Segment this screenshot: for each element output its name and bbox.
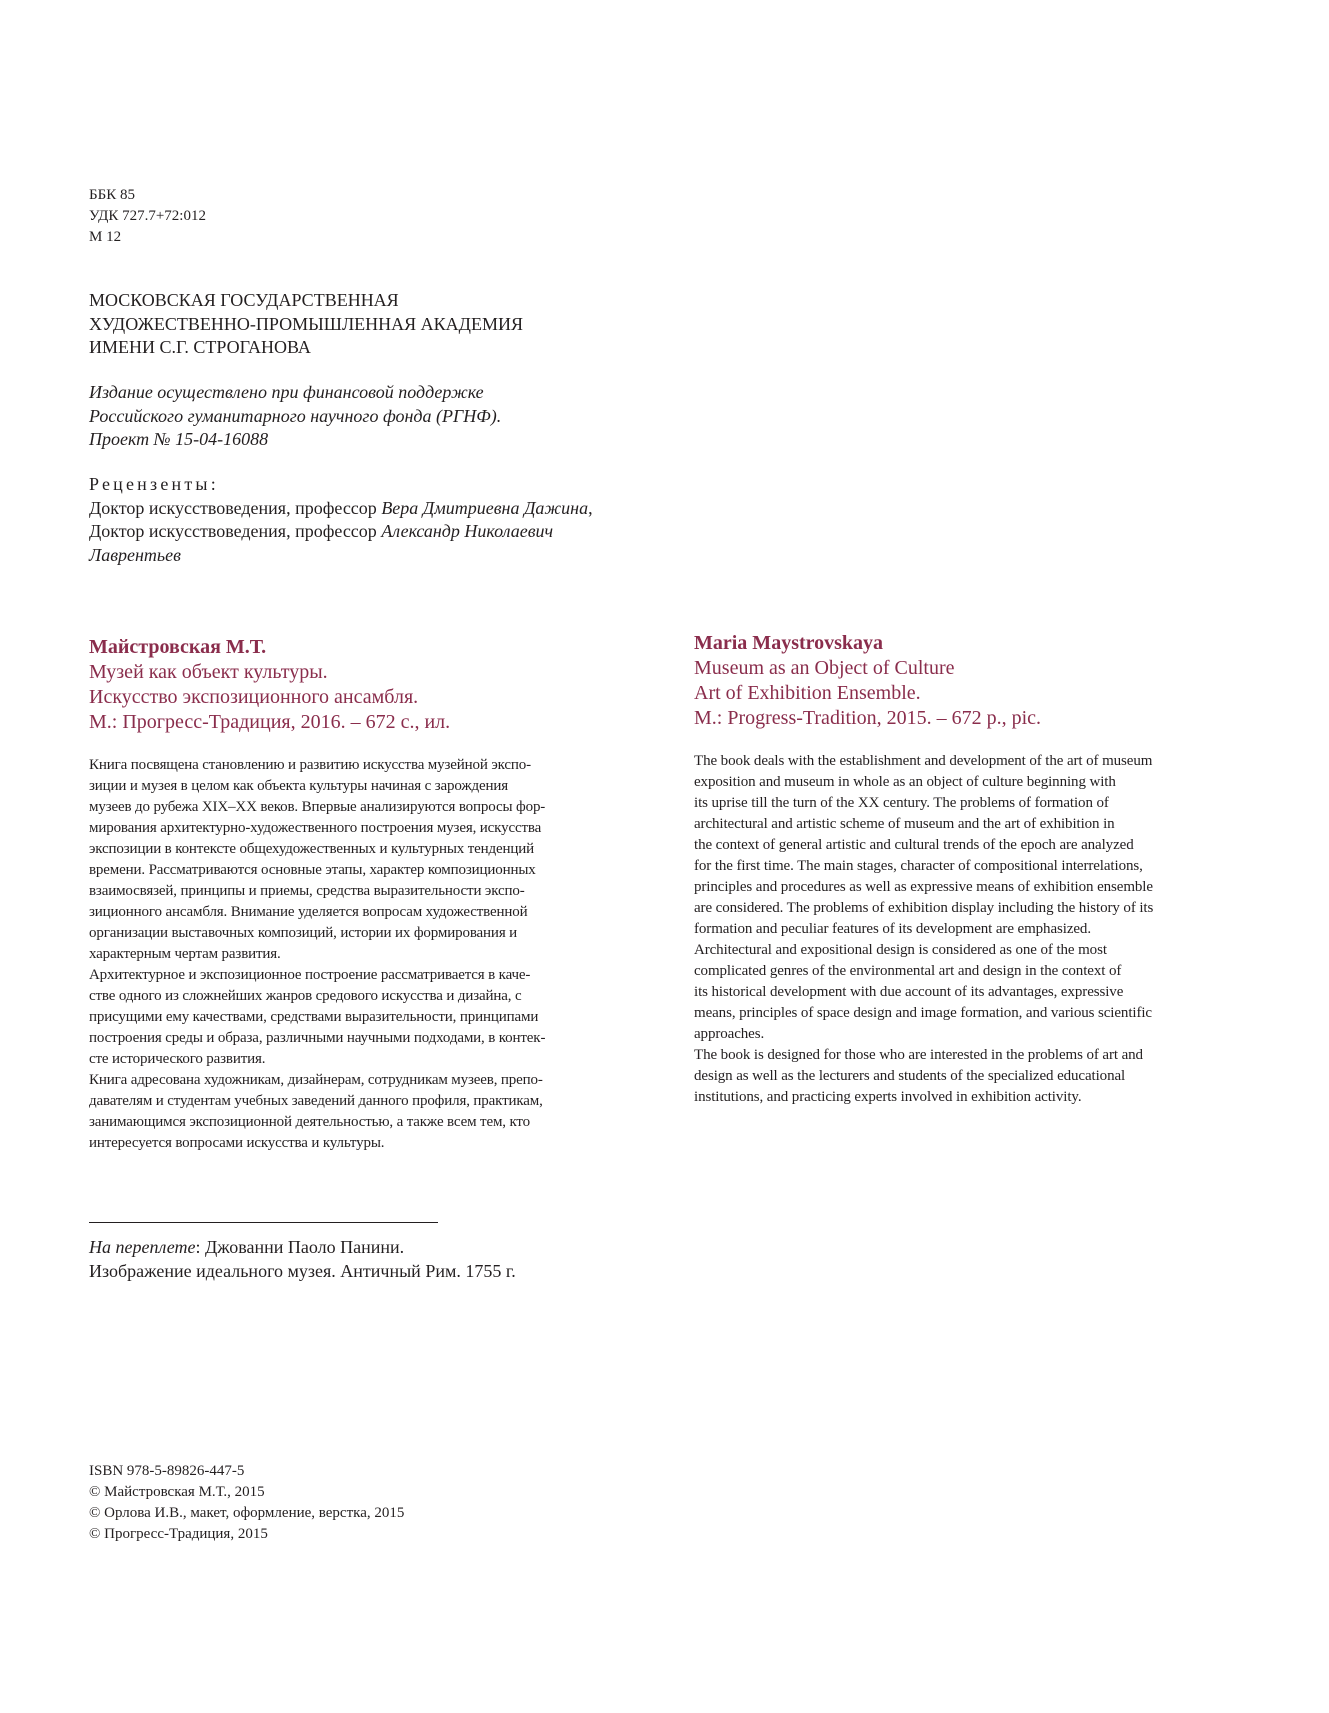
copyright-line: © Орлова И.В., макет, оформление, верстка, 2015: [89, 1505, 405, 1521]
en-abstract-line: for the first time. The main stages, character of compositional interrelations,: [694, 858, 1143, 874]
en-abstract-line: are considered. The problems of exhibition display including the history of its: [694, 900, 1154, 916]
ru-abstract-line: зиции и музея в целом как объекта культуры начиная с зарождения: [89, 778, 509, 794]
copyright-line: © Прогресс-Традиция, 2015: [89, 1526, 268, 1542]
en-abstract-line: institutions, and practicing experts involved in exhibition activity.: [694, 1089, 1082, 1105]
institution-line: ХУДОЖЕСТВЕННО-ПРОМЫШЛЕННАЯ АКАДЕМИЯ: [89, 313, 523, 334]
ru-abstract-line: построения среды и образа, различными научными подходами, в контек-: [89, 1030, 546, 1046]
en-abstract: [694, 751, 1153, 1108]
en-title-line: Art of Exhibition Ensemble.: [694, 682, 921, 704]
en-abstract-line: architectural and artistic scheme of museum and the art of exhibition in: [694, 816, 1115, 832]
cover-note-line-2: Изображение идеального музея. Античный Рим. 1755 г.: [89, 1260, 516, 1281]
reviewer-1-punct: ,: [588, 497, 593, 518]
udk-code: УДК 727.7+72:012: [89, 208, 206, 224]
en-abstract-line: The book deals with the establishment and development of the art of museum: [694, 753, 1153, 769]
institution-line: ИМЕНИ С.Г. СТРОГАНОВА: [89, 337, 311, 357]
funding-line: Проект № 15-04-16088: [89, 429, 269, 449]
funding-block: [89, 381, 501, 452]
ru-abstract: [89, 755, 545, 1154]
cover-note-line-1: [89, 1236, 516, 1260]
classification-block: [89, 185, 206, 248]
ru-abstract-line: Архитектурное и экспозиционное построение рассматривается в каче-: [89, 967, 531, 983]
bbk-code: ББК 85: [89, 187, 135, 203]
copyright-block: [89, 1461, 404, 1545]
en-abstract-line: approaches.: [694, 1026, 765, 1042]
author-mark: М 12: [89, 229, 122, 245]
ru-abstract-line: экспозиции в контексте общехудожественных и культурных тенденций: [89, 841, 534, 857]
cover-note: [89, 1236, 516, 1283]
en-abstract-line: means, principles of space design and image formation, and various scientific: [694, 1005, 1152, 1021]
reviewer-2-name: Александр Николаевич: [381, 521, 554, 541]
reviewer-1-title: Доктор искусствоведения, профессор: [89, 497, 382, 518]
ru-author: Майстровская М.Т.: [89, 636, 267, 658]
en-abstract-line: the context of general artistic and cultural trends of the epoch are analyzed: [694, 837, 1134, 853]
reviewer-2-surname: Лаврентьев: [89, 544, 181, 565]
ru-abstract-line: мирования архитектурно-художественного построения музея, искусства: [89, 820, 542, 836]
ru-imprint: М.: Прогресс-Традиция, 2016. – 672 с., ил.: [89, 711, 451, 733]
ru-abstract-line: присущими ему качествами, средствами выразительности, принципами: [89, 1009, 539, 1025]
ru-abstract-line: времени. Рассматриваются основные этапы, характер композиционных: [89, 862, 536, 878]
ru-abstract-line: организации выставочных композиций, истории их формирования и: [89, 925, 518, 941]
en-abstract-line: exposition and museum in whole as an object of culture beginning with: [694, 774, 1116, 790]
institution-line: МОСКОВСКАЯ ГОСУДАРСТВЕННАЯ: [89, 290, 399, 310]
isbn: ISBN 978-5-89826-447-5: [89, 1463, 245, 1479]
reviewer-1-name: Вера Дмитриевна Дажина: [381, 497, 589, 518]
cover-note-artist: : Джованни Паоло Панини.: [195, 1237, 405, 1257]
reviewer-1: [89, 497, 593, 521]
en-abstract-line: Architectural and expositional design is considered as one of the most: [694, 942, 1107, 958]
ru-abstract-line: занимающимся экспозиционной деятельностью, а также всем тем, кто: [89, 1114, 530, 1130]
funding-line: Российского гуманитарного научного фонда (РГНФ).: [89, 405, 502, 426]
en-citation: [694, 631, 1041, 731]
en-abstract-line: its historical development with due account of its advantages, expressive: [694, 984, 1124, 1000]
en-abstract-line: design as well as the lecturers and students of the specialized educational: [694, 1068, 1126, 1084]
en-abstract-line: complicated genres of the environmental art and design in the context of: [694, 963, 1122, 979]
ru-title-line: Музей как объект культуры.: [89, 661, 328, 683]
en-author: Maria Maystrovskaya: [694, 632, 884, 654]
reviewers-block: [89, 473, 593, 567]
ru-abstract-line: стве одного из сложнейших жанров средового искусства и дизайна, с: [89, 988, 522, 1004]
ru-title-line: Искусство экспозиционного ансамбля.: [89, 686, 419, 708]
en-abstract-line: The book is designed for those who are interested in the problems of art and: [694, 1047, 1143, 1063]
en-abstract-line: its uprise till the turn of the XX century. The problems of formation of: [694, 795, 1109, 811]
en-imprint: M.: Progress-Tradition, 2015. – 672 p., pic.: [694, 707, 1042, 729]
ru-abstract-line: интересуется вопросами искусства и культуры.: [89, 1135, 385, 1151]
ru-abstract-line: Книга посвящена становлению и развитию искусства музейной экспо-: [89, 757, 531, 773]
reviewers-heading: Рецензенты:: [89, 474, 219, 494]
en-title-line: Museum as an Object of Culture: [694, 657, 955, 679]
reviewer-2-title: Доктор искусствоведения, профессор: [89, 521, 382, 541]
institution-block: [89, 289, 523, 360]
ru-abstract-line: давателям и студентам учебных заведений данного профиля, практикам,: [89, 1093, 543, 1109]
ru-abstract-line: зиционного ансамбля. Внимание уделяется вопросам художественной: [89, 904, 528, 920]
ru-abstract-line: характерным чертам развития.: [89, 946, 281, 962]
divider-rule: [89, 1222, 438, 1223]
ru-citation: [89, 635, 450, 735]
funding-line: Издание осуществлено при финансовой поддержке: [89, 382, 484, 402]
ru-abstract-line: Книга адресована художникам, дизайнерам, сотрудникам музеев, препо-: [89, 1072, 543, 1088]
copyright-line: © Майстровская М.Т., 2015: [89, 1484, 265, 1500]
ru-abstract-line: сте исторического развития.: [89, 1051, 266, 1067]
cover-note-label: На переплете: [89, 1237, 196, 1257]
ru-abstract-line: взаимосвязей, принципы и приемы, средства выразительности экспо-: [89, 883, 525, 899]
reviewer-2: [89, 520, 593, 544]
en-abstract-line: formation and peculiar features of its development are emphasized.: [694, 921, 1091, 937]
ru-abstract-line: музеев до рубежа XIX–XX веков. Впервые анализируются вопросы фор-: [89, 799, 546, 815]
en-abstract-line: principles and procedures as well as expressive means of exhibition ensemble: [694, 879, 1153, 895]
